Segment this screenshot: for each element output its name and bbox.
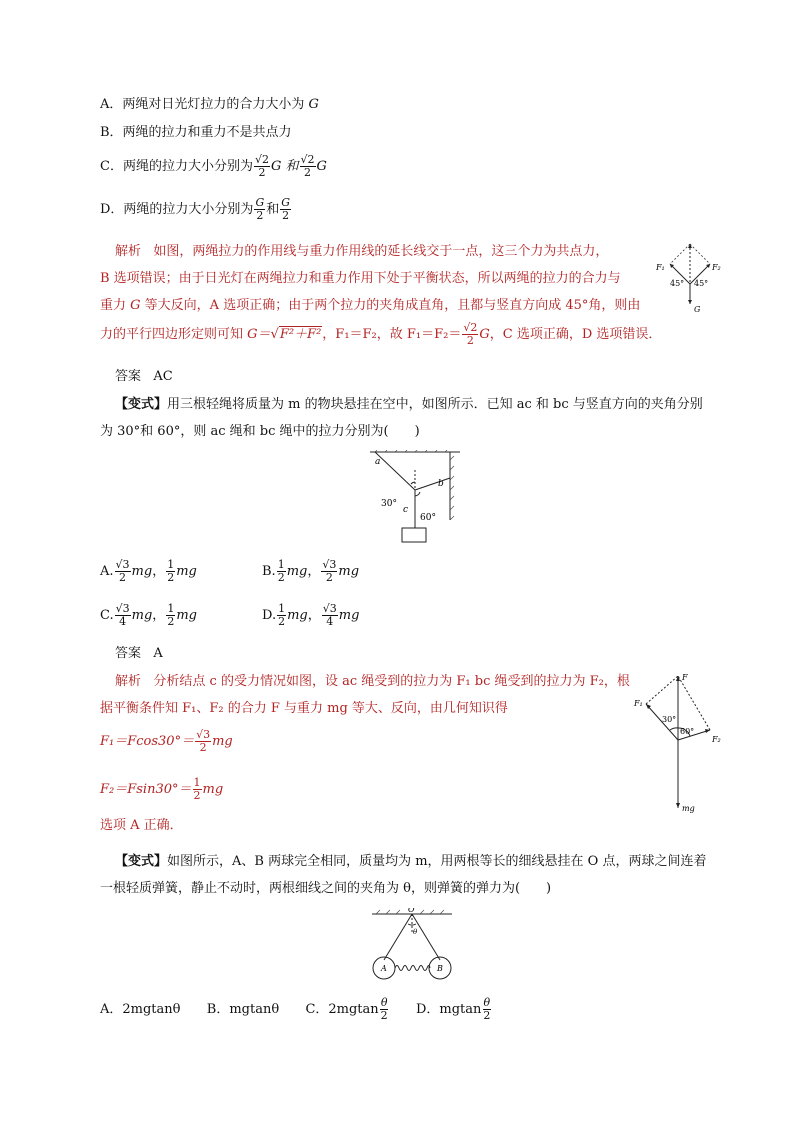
fig-angle-1: 45° [670, 279, 685, 288]
q3-option-c: C．2mgtan $\frac{\theta}{2}$ [305, 996, 388, 1022]
q3-option-d: D．mgtan $\frac{\theta}{2}$ [415, 996, 491, 1022]
q2-conclusion: 选项 A 正确． [100, 818, 183, 833]
block [402, 528, 426, 542]
fig-label-a: A [381, 964, 387, 973]
q1-option-b: B．两绳的拉力和重力不是共点力 [100, 125, 292, 140]
q2-figure [365, 450, 465, 550]
fig-f2-label: F₂ [712, 263, 721, 272]
q2-answer: 答案 A [115, 646, 163, 661]
q2-option-a: A. $\frac{√3}{2}$ mg， $\frac{1}{2}$ mg [100, 558, 197, 584]
spring [395, 966, 430, 971]
fig-angle-30: 30° [662, 715, 677, 724]
fig-label-b: B [437, 964, 443, 973]
q2-option-c: C. $\frac{√3}{4}$ mg， $\frac{1}{2}$ mg [100, 602, 197, 628]
fig-f1-label: F₁ [656, 263, 665, 272]
q3-option-b: B．mgtanθ [206, 1002, 280, 1017]
q3-stem-line-1: 【变式】如图所示，A、B 两球完全相同，质量均为 m，用两根等长的细线悬挂在 O 点，两球之间连着 [115, 854, 707, 869]
fig-g-label: G [694, 305, 701, 314]
q1-analysis-line-3: 重力 G 等大反向，A 选项正确；由于两个拉力的夹角成直角，且都与竖直方向成 45°角，则由 [100, 298, 641, 313]
q2-equation-1: F₁＝Fcos30°＝ $\frac{√3}{2}$ mg [100, 728, 233, 754]
q2-stem-line-2: 为 30°和 60°，则 ac 绳和 bc 绳中的拉力分别为( ) [100, 424, 420, 439]
q2-analysis-line-2: 据平衡条件知 F₁、F₂ 的合力 F 与重力 mg 等大、反向，由几何知识得 [100, 701, 508, 716]
q2-option-d: D. $\frac{1}{2}$ mg， $\frac{√3}{4}$ mg [262, 602, 360, 628]
q1-analysis-line-4: 力的平行四边形定则可知 G＝√F²＋F²，F₁＝F₂，故 F₁＝F₂＝ $\frac{√2}{2}$ G，C 选项正确，D 选项错误． [100, 321, 662, 347]
fig-label-o: O [408, 908, 415, 914]
fig-angle-60: 60° [680, 727, 695, 736]
q1-analysis-line-1: 解析 如图，两绳拉力的作用线与重力作用线的延长线交于一点，这三个力为共点力， [115, 244, 609, 259]
q1-answer: 答案 AC [115, 369, 173, 384]
fig-label-theta: θ [413, 928, 418, 936]
fig-f-label: F [682, 673, 688, 682]
q2-option-b: B. $\frac{1}{2}$ mg， $\frac{√3}{2}$ mg [262, 558, 360, 584]
q3-options [100, 992, 492, 1028]
q1-force-diagram [650, 236, 730, 316]
string-b [412, 914, 440, 960]
fig-angle-60: 60° [420, 513, 436, 523]
fig-angle-30: 30° [381, 499, 397, 509]
analysis-label: 解析 [115, 244, 142, 259]
q1-option-d: D．两绳的拉力大小分别为 $\frac{G}{2}$ 和 $\frac{G}{2}$ [100, 196, 291, 222]
q3-option-a: A．2mgtanθ [100, 1002, 181, 1017]
string-a [384, 914, 412, 960]
q1-analysis-line-2: B 选项错误；由于日光灯在两绳拉力和重力作用下处于平衡状态，所以两绳的拉力的合力与 [100, 271, 621, 286]
q3-figure [362, 908, 462, 988]
fig-label-a: a [375, 457, 381, 467]
fig-angle-2: 45° [694, 279, 709, 288]
fig-mg-label: mg [682, 804, 695, 813]
fig-f2-label: F₂ [712, 735, 721, 744]
rope-ac [375, 452, 415, 490]
fig-f1-label: F₁ [634, 699, 643, 708]
q2-stem-line-1: 【变式】用三根轻绳将质量为 m 的物块悬挂在空中，如图所示．已知 ac 和 bc 与竖直方向的夹角分别 [115, 397, 703, 412]
rope-bc [415, 478, 450, 490]
q2-force-diagram [632, 668, 732, 816]
q1-option-a: A．两绳对日光灯拉力的合力大小为 G [100, 97, 319, 112]
fig-label-c: c [403, 505, 409, 515]
q1-option-c: C．两绳的拉力大小分别为 $\frac{√2}{2}$ G 和 $\frac{√2}{2}$ G [100, 153, 327, 179]
q2-equation-2: F₂＝Fsin30°＝ $\frac{1}{2}$ mg [100, 776, 224, 802]
q3-stem-line-2: 一根轻质弹簧，静止不动时，两根细线之间的夹角为 θ，则弹簧的弹力为( ) [100, 881, 552, 896]
fig-label-b: b [438, 479, 444, 489]
q2-analysis-line-1: 解析 分析结点 c 的受力情况如图，设 ac 绳受到的拉力为 F₁ bc 绳受到的拉力为 F₂，根 [115, 674, 630, 689]
